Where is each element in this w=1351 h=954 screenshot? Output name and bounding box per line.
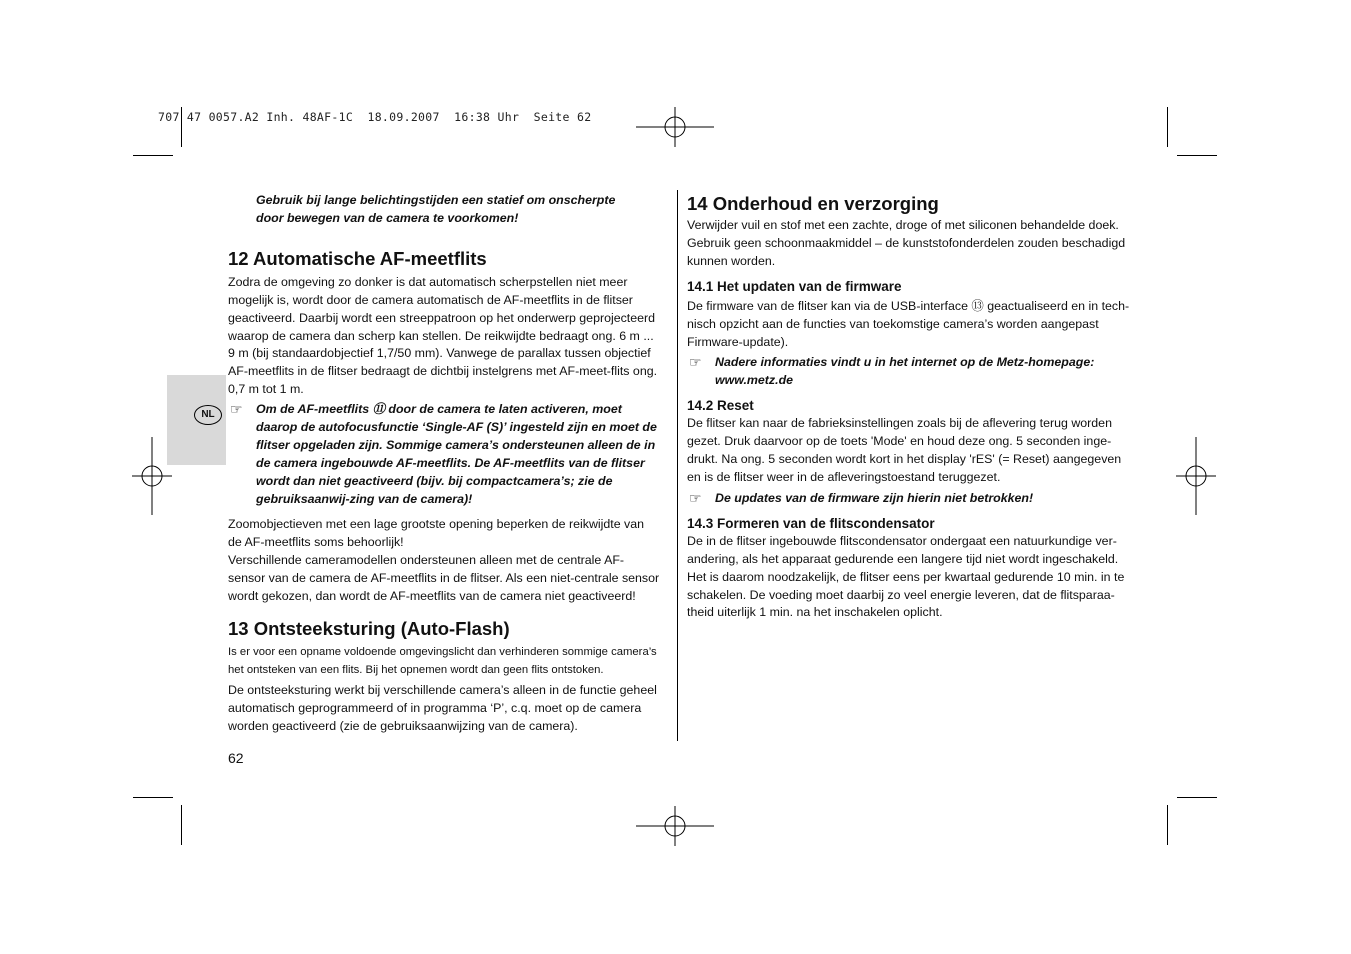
section-14-2-title: 14.2 Reset	[687, 398, 754, 414]
language-tab-label: NL	[194, 405, 222, 425]
registration-mark-top-icon	[636, 107, 714, 147]
section-12-paragraph-2: Zoomobjectieven met een lage grootste opening beperken de reikwijdte van de AF-meetflits soms behoorlijk!	[228, 516, 645, 549]
crop-mark-bottom-left-h	[133, 797, 173, 798]
section-12-title: 12 Automatische AF-meetflits	[228, 247, 487, 269]
section-13-title: 13 Ontsteeksturing (Auto-Flash)	[228, 618, 510, 640]
registration-mark-left-icon	[132, 437, 172, 515]
section-12-note-text: Om de AF-meetflits ⑪ door de camera te laten activeren, moet daarop de autofocusfunctie ‘Single-AF (S)’ ingesteld zijn en moet de flitser opgeladen zijn. Sommige camera’s ondersteunen alleen de in de camera ingebouwde AF-meetflits. De AF-meetflits van de flitser wordt dan niet geactiveerd (bijv. bij compactcamera’s; zie de gebruiksaanwij-zing van de camera)!	[256, 402, 657, 506]
section-14-2-note	[687, 490, 1132, 508]
section-14-1-title: 14.1 Het updaten van de firmware	[687, 278, 902, 294]
hand-pointer-icon: ☞	[689, 489, 702, 506]
left-column	[228, 192, 660, 736]
registration-mark-bottom-icon	[636, 806, 714, 846]
section-13-paragraph-1: Is er voor een opname voldoende omgevingslicht dan verhinderen sommige camera’s het ontsteken van een flits. Bij het opnemen wordt dan geen flits ontstoken.	[228, 646, 657, 677]
right-column	[687, 192, 1132, 622]
crop-mark-bottom-right-v	[1167, 805, 1168, 845]
section-14-3-title: 14.3 Formeren van de flitscondensator	[687, 515, 935, 531]
crop-mark-bottom-right-h	[1177, 797, 1217, 798]
crop-mark-top-left-h	[133, 155, 173, 156]
section-12-note	[228, 401, 660, 508]
hand-pointer-icon: ☞	[689, 354, 702, 371]
section-14-title: 14 Onderhoud en verzorging	[687, 193, 939, 214]
section-14-2-paragraph-1: De flitser kan naar de fabrieksinstellingen zoals bij de aflevering terug worden gezet. Druk daarvoor op de toets 'Mode' en houd deze ong. 5 seconden inge-drukt. Na ong. 5 seconden wordt kort in het display 'rES' (= Reset) aangegeven en is de flitser weer in de afleveringstoestand teruggezet.	[687, 416, 1122, 484]
print-slug: 707 47 0057.A2 Inh. 48AF-1C 18.09.2007 16:38 Uhr Seite 62	[158, 110, 592, 124]
crop-mark-bottom-left-v	[181, 805, 182, 845]
section-14-paragraph-1: Verwijder vuil en stof met een zachte, droge of met siliconen behandelde doek. Gebruik geen schoonmaakmiddel – de kunststofonderdelen zouden beschadigd kunnen worden.	[687, 218, 1126, 268]
hand-pointer-icon: ☞	[230, 401, 243, 418]
crop-mark-top-right-v	[1167, 107, 1168, 147]
section-14-2-note-text: De updates van de firmware zijn hierin niet betrokken!	[715, 490, 1034, 505]
section-13-paragraph-2: De ontsteeksturing werkt bij verschillende camera’s alleen in de functie geheel automatisch geprogrammeerd of in programma ‘P’, c.q. moet op de camera worden geactiveerd (zie de gebruiksaanwijzing van de camera).	[228, 683, 657, 733]
section-14-3-paragraph-1: De in de flitser ingebouwde flitscondensator ondergaat een natuurkundige ver-andering, als het apparaat gedurende een langere tijd niet wordt ingeschakeld. Het is daarom noodzakelijk, de flitser eens per kwartaal gedurende 10 min. in te schakelen. De voeding moet daarbij zo veel energie leveren, dat de flitsparaa-theid uiterlijk 1 min. na het inschakelen oplicht.	[687, 533, 1125, 620]
crop-mark-top-right-h	[1177, 155, 1217, 156]
section-12-paragraph-1: Zodra de omgeving zo donker is dat automatisch scherpstellen niet meer mogelijk is, wordt door de camera automatisch de AF-meetflits in de flitser geactiveerd. Daarbij wordt een streeppatroon op het onderwerp geprojecteerd waarop de camera dan scherp kan stellen. De reikwijdte bedraagt ong. 6 m ... 9 m (bij standaardobjectief 1,7/50 mm). Vanwege de parallax tussen objectief AF-meetflits in de flitser bedraagt de dichtbij instelgrens met AF-meet-flits ong. 0,7 m tot 1 m.	[228, 274, 658, 397]
intro-note: Gebruik bij lange belichtingstijden een statief om onscherpte door bewegen van de camera te voorkomen!	[256, 193, 616, 225]
page-number: 62	[228, 750, 244, 766]
section-12-paragraph-3: Verschillende cameramodellen ondersteunen alleen met de centrale AF-sensor van de camera de AF-meetflits in de flitser. Als een niet-centrale sensor wordt gekozen, dan wordt de AF-meetflits van de camera niet geactiveerd!	[228, 553, 660, 604]
registration-mark-right-icon	[1176, 437, 1216, 515]
section-14-1-note	[687, 354, 1132, 390]
section-14-1-note-text: Nadere informaties vindt u in het internet op de Metz-homepage: www.metz.de	[715, 355, 1095, 388]
section-14-1-paragraph-1: De firmware van de flitser kan via de USB-interface ⑬ geactualiseerd en in tech-nisch opzicht aan de functies van toekomstige camera’s worden aangepast Firmware-update).	[687, 298, 1130, 349]
column-divider	[677, 190, 678, 741]
